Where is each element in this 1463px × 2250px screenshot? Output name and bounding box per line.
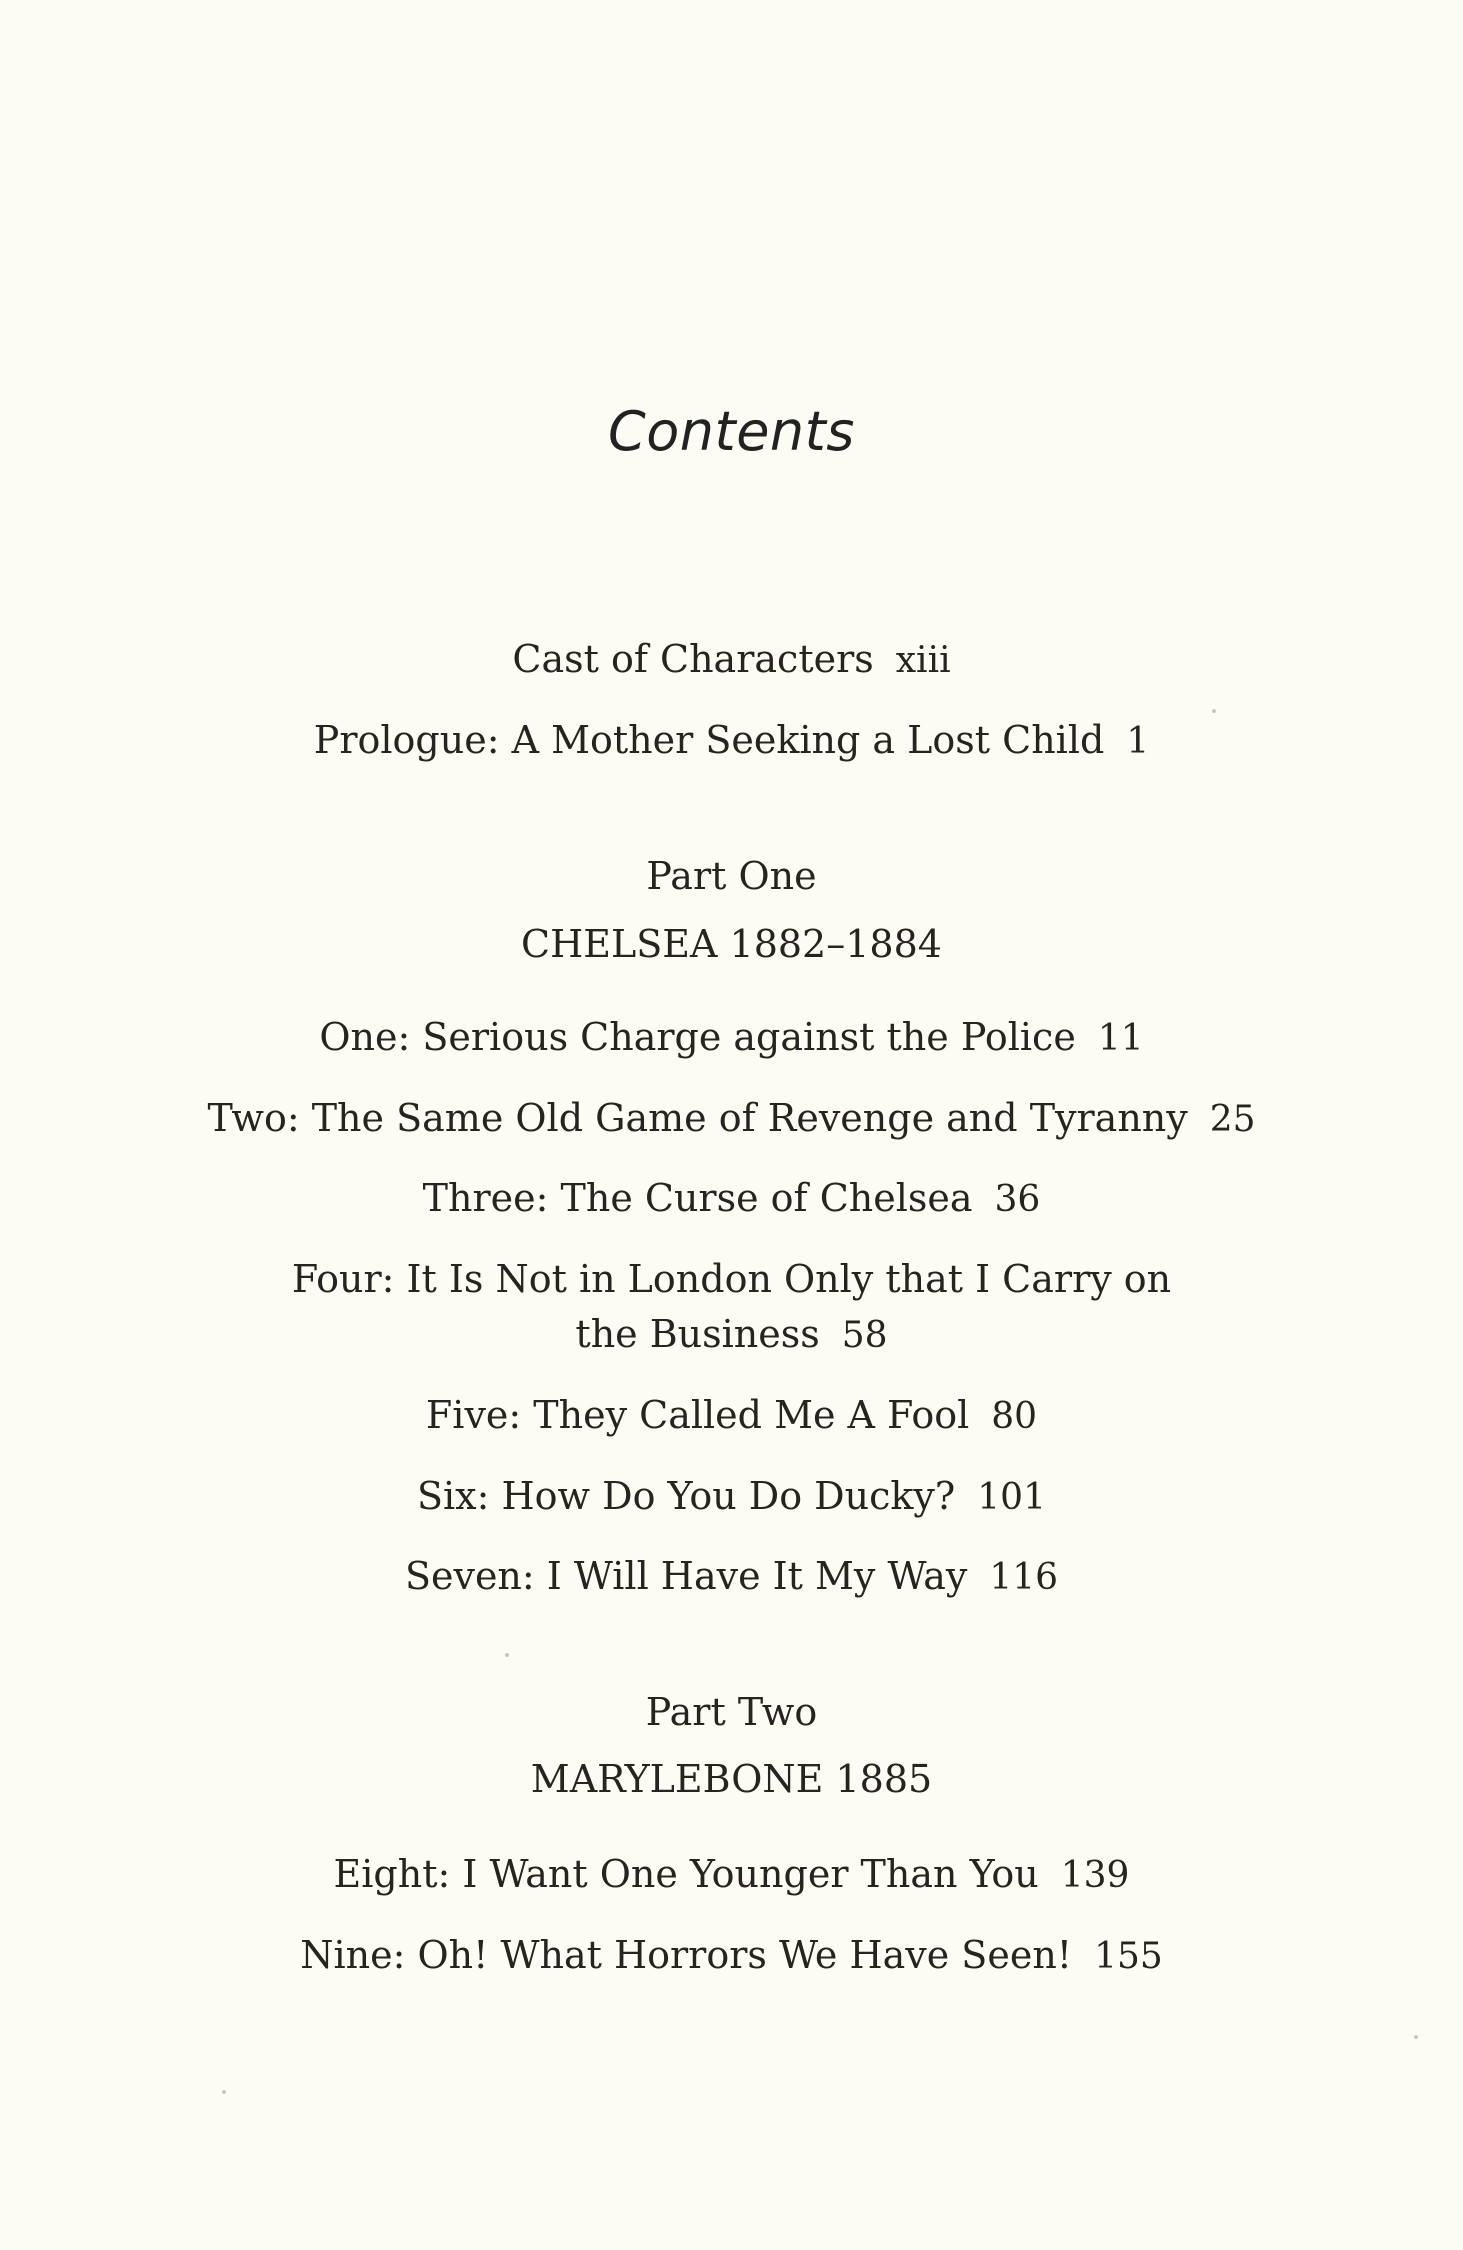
entry-page: 116 bbox=[989, 1557, 1059, 1598]
entry-page: 25 bbox=[1209, 1099, 1256, 1140]
entry-page: 155 bbox=[1094, 1936, 1163, 1977]
entry-title: Nine: Oh! What Horrors We Have Seen! bbox=[300, 1933, 1073, 1977]
entry-page: 11 bbox=[1097, 1018, 1144, 1059]
toc-entry-chapter-seven bbox=[0, 1554, 1463, 1598]
toc-entry-cast bbox=[0, 637, 1463, 681]
toc-entry-chapter-five bbox=[0, 1393, 1463, 1437]
toc-entry-chapter-six bbox=[0, 1474, 1463, 1518]
entry-title: One: Serious Charge against the Police bbox=[319, 1015, 1076, 1059]
paper-speck bbox=[1212, 709, 1216, 713]
paper-speck bbox=[1414, 2035, 1418, 2039]
part-two-subtitle: MARYLEBONE 1885 bbox=[530, 1757, 933, 1801]
entry-title: the Business bbox=[575, 1312, 820, 1356]
entry-title: Prologue: A Mother Seeking a Lost Child bbox=[313, 718, 1105, 762]
entry-page: 36 bbox=[994, 1179, 1041, 1220]
entry-title: Eight: I Want One Younger Than You bbox=[333, 1852, 1039, 1896]
paper-speck bbox=[505, 1653, 509, 1657]
entry-page: xiii bbox=[895, 640, 951, 681]
entry-title: Six: How Do You Do Ducky? bbox=[417, 1474, 956, 1518]
entry-page: 139 bbox=[1060, 1855, 1130, 1896]
toc-entry-chapter-three bbox=[0, 1176, 1463, 1220]
paper-speck bbox=[222, 2090, 226, 2094]
toc-entry-chapter-two bbox=[0, 1096, 1463, 1140]
toc-entry-chapter-eight bbox=[0, 1852, 1463, 1896]
entry-title: Three: The Curse of Chelsea bbox=[422, 1176, 973, 1220]
page-title: Contents bbox=[608, 400, 855, 463]
entry-page: 101 bbox=[977, 1477, 1046, 1518]
entry-title: Cast of Characters bbox=[512, 637, 874, 681]
entry-page: 58 bbox=[841, 1315, 888, 1356]
toc-entry-chapter-four-line2 bbox=[0, 1312, 1463, 1356]
toc-entry-chapter-nine bbox=[0, 1933, 1463, 1977]
entry-page: 80 bbox=[991, 1396, 1038, 1437]
entry-page: 1 bbox=[1126, 721, 1150, 762]
part-one-subtitle: CHELSEA 1882–1884 bbox=[521, 922, 942, 966]
part-two-label: Part Two bbox=[645, 1690, 818, 1734]
toc-entry-prologue bbox=[0, 718, 1463, 762]
entry-title: Four: It Is Not in London Only that I Carry on bbox=[291, 1257, 1172, 1301]
entry-title: Seven: I Will Have It My Way bbox=[404, 1554, 968, 1598]
part-one-label: Part One bbox=[646, 854, 817, 898]
entry-title: Five: They Called Me A Fool bbox=[425, 1393, 970, 1437]
toc-entry-chapter-four-line1 bbox=[0, 1257, 1463, 1301]
toc-entry-chapter-one bbox=[0, 1015, 1463, 1059]
entry-title: Two: The Same Old Game of Revenge and Tyranny bbox=[207, 1096, 1188, 1140]
